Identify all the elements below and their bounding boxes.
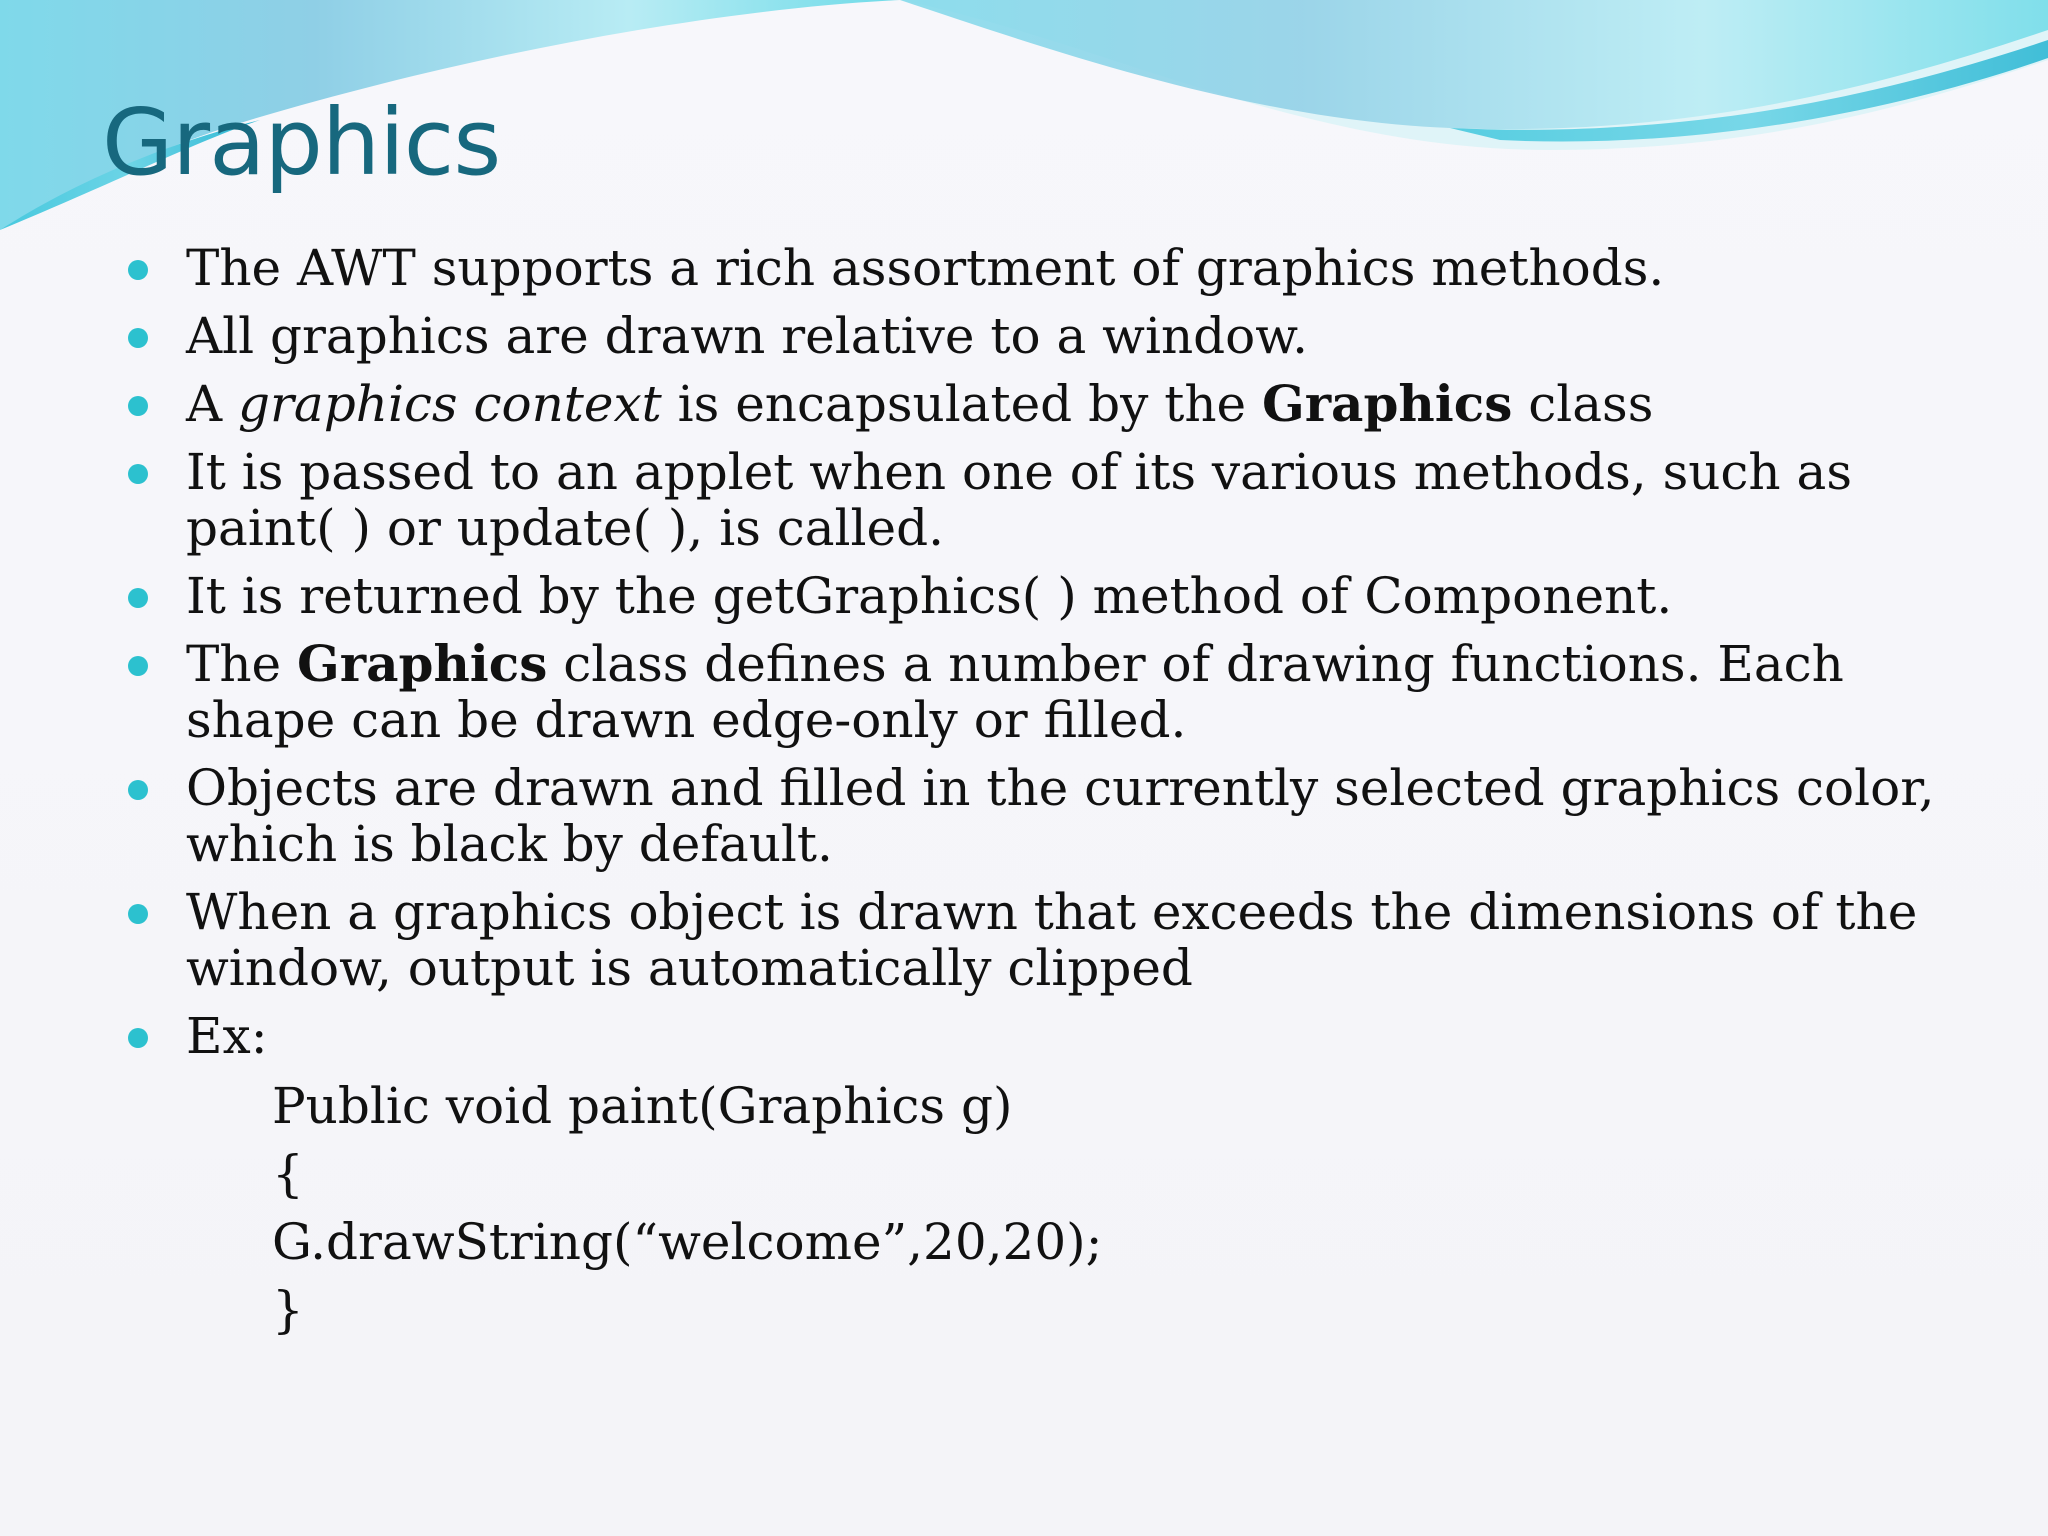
bullet-dot-icon [128, 396, 148, 416]
bullet-text: Objects are drawn and filled in the currently selected graphics color, which is black by default. [186, 759, 1935, 873]
bullet-item [120, 1008, 1980, 1064]
bullet-item [120, 884, 1980, 996]
bullet-text: The AWT supports a rich assortment of graphics methods. [186, 239, 1665, 297]
bullet-dot-icon [128, 656, 148, 676]
bullet-item [120, 444, 1980, 556]
code-line: G.drawString(“welcome”,20,20); [272, 1213, 1103, 1271]
bullet-dot-icon [128, 780, 148, 800]
bullet-item [120, 376, 1980, 432]
bullet-text-mid: is encapsulated by the [661, 375, 1263, 433]
bullet-text: When a graphics object is drawn that exceeds the dimensions of the window, output is automatically clipped [186, 883, 1918, 997]
bullet-dot-icon [128, 588, 148, 608]
bullet-text: It is returned by the getGraphics( ) method of Component. [186, 567, 1673, 625]
slide-title: Graphics [102, 89, 501, 196]
code-line: { [272, 1145, 304, 1203]
bullet-list [120, 240, 1980, 1076]
bullet-text-post: class [1512, 375, 1654, 433]
bullet-dot-icon [128, 1028, 148, 1048]
bullet-text: All graphics are drawn relative to a window. [186, 307, 1309, 365]
code-line: } [272, 1281, 304, 1339]
bullet-dot-icon [128, 464, 148, 484]
bullet-item [120, 308, 1980, 364]
bullet-text-bold: Graphics [1262, 374, 1513, 433]
code-line: Public void paint(Graphics g) [272, 1077, 1013, 1135]
bullet-text-italic: graphics context [238, 375, 662, 433]
code-example [272, 1072, 1103, 1344]
bullet-item [120, 240, 1980, 296]
bullet-item [120, 760, 1980, 872]
bullet-dot-icon [128, 904, 148, 924]
bullet-text: It is passed to an applet when one of its various methods, such as paint( ) or update( ), is called. [186, 443, 1852, 557]
bullet-text-pre: The [186, 635, 298, 693]
bullet-text-bold: Graphics [297, 634, 548, 693]
bullet-text-post: class defines a number of drawing functions. Each shape can be drawn edge-only or filled. [186, 635, 1844, 749]
bullet-item [120, 636, 1980, 748]
bullet-dot-icon [128, 328, 148, 348]
bullet-item [120, 568, 1980, 624]
bullet-dot-icon [128, 260, 148, 280]
bullet-text: Ex: [186, 1007, 268, 1065]
bullet-text-pre: A [186, 375, 239, 433]
